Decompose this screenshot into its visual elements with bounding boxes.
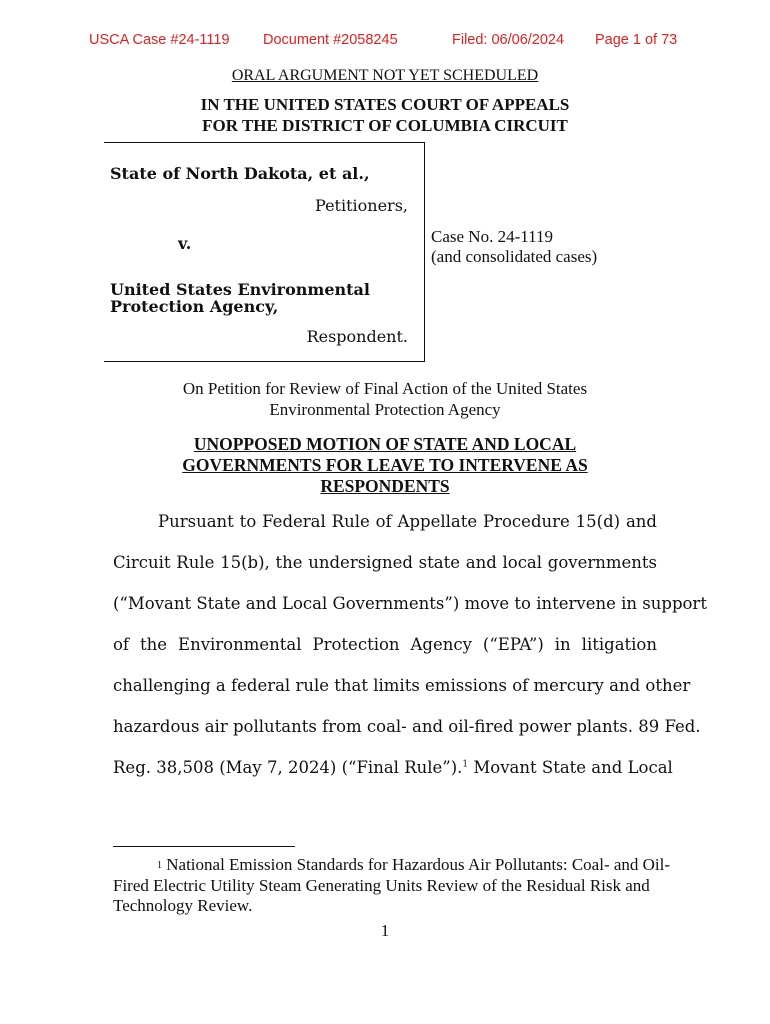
court-name-line-1: IN THE UNITED STATES COURT OF APPEALS [200, 95, 570, 114]
document-number-stamp: Document #2058245 [263, 32, 398, 48]
case-number-block [431, 227, 597, 267]
body-line-7 [113, 758, 673, 777]
petitioner-name: State of North Dakota, et al., [110, 164, 370, 183]
court-name-line-2: FOR THE DISTRICT OF COLUMBIA CIRCUIT [202, 116, 568, 135]
page-count-stamp: Page 1 of 73 [595, 32, 678, 48]
respondent-name-line-2: Protection Agency, [110, 297, 279, 316]
footnote-marker: 1 [157, 860, 162, 871]
footnote-reference[interactable]: 1 [462, 759, 469, 770]
body-line-5: challenging a federal rule that limits emissions of mercury and other [113, 676, 691, 695]
body-line-4: of the Environmental Protection Agency (“EPA”) in litigation [113, 635, 657, 654]
petitioner-role: Petitioners, [315, 196, 408, 215]
motion-title [0, 434, 770, 497]
body-line-2: Circuit Rule 15(b), the undersigned state and local governments [113, 553, 657, 572]
body-line-6: hazardous air pollutants from coal- and oil-fired power plants. 89 Fed. [113, 717, 701, 736]
case-number: Case No. 24-1119 [431, 227, 553, 246]
case-number-stamp: USCA Case #24-1119 [89, 32, 230, 48]
motion-title-line-2: GOVERNMENTS FOR LEAVE TO INTERVENE AS [182, 455, 588, 475]
oral-argument-notice: ORAL ARGUMENT NOT YET SCHEDULED [231, 67, 539, 84]
body-line-1: Pursuant to Federal Rule of Appellate Procedure 15(d) and [158, 512, 657, 531]
court-name [0, 94, 770, 136]
footnote-text: National Emission Standards for Hazardous Air Pollutants: Coal- and Oil-Fired Electric Utility Steam Generating Units Review of the Residual Risk and Technology Review. [113, 855, 671, 915]
page-number: 1 [380, 921, 390, 940]
body-line-7-start: Reg. 38,508 (May 7, 2024) (“Final Rule”). [113, 758, 463, 777]
petition-line-1: On Petition for Review of Final Action of the United States [182, 379, 588, 398]
respondent-name [110, 281, 370, 315]
petition-description [0, 378, 770, 420]
petition-line-2: Environmental Protection Agency [269, 400, 501, 419]
respondent-name-line-1: United States Environmental [110, 280, 370, 299]
versus-label: v. [178, 234, 192, 253]
footnote [113, 855, 673, 917]
motion-title-line-1: UNOPPOSED MOTION OF STATE AND LOCAL [193, 434, 577, 454]
body-line-7-end: Movant State and Local [468, 758, 673, 777]
respondent-role: Respondent. [306, 327, 408, 346]
consolidated-note: (and consolidated cases) [431, 247, 598, 266]
footnote-divider [113, 846, 295, 847]
filed-date-stamp: Filed: 06/06/2024 [452, 32, 565, 48]
body-line-3: (“Movant State and Local Governments”) move to intervene in support [113, 594, 707, 613]
motion-title-line-3: RESPONDENTS [320, 476, 450, 496]
